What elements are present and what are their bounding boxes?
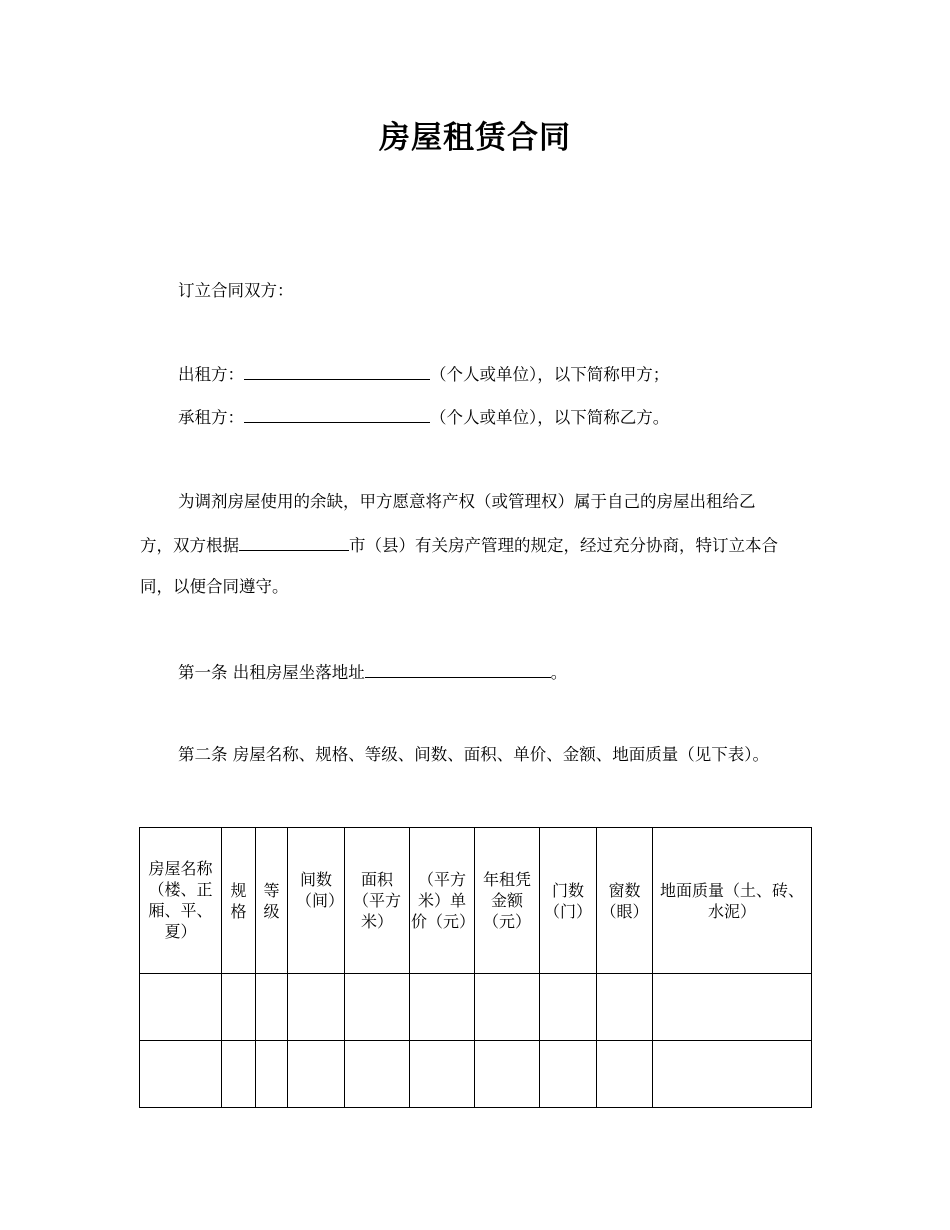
header-house-name: 房屋名称（楼、正厢、平、夏）	[140, 828, 222, 974]
table-cell[interactable]	[140, 974, 222, 1041]
document-title: 房屋租赁合同	[379, 120, 571, 156]
preamble-line-2-after: 市（县）有关房产管理的规定，经过充分协商，特订立本合	[349, 536, 778, 555]
table-cell[interactable]	[222, 974, 256, 1041]
table-cell[interactable]	[345, 974, 410, 1041]
header-annual-rent: 年租凭金额（元）	[475, 828, 540, 974]
table-cell[interactable]	[597, 974, 653, 1041]
table-cell[interactable]	[410, 1041, 475, 1108]
header-doors: 门数（门）	[540, 828, 597, 974]
table-cell[interactable]	[222, 1041, 256, 1108]
table-cell[interactable]	[653, 1041, 812, 1108]
header-spec: 规格	[222, 828, 256, 974]
address-blank[interactable]	[365, 660, 551, 678]
table-cell[interactable]	[597, 1041, 653, 1108]
table-row	[140, 974, 812, 1041]
city-blank[interactable]	[239, 533, 349, 551]
table-row	[140, 1041, 812, 1108]
table-cell[interactable]	[475, 974, 540, 1041]
article-1	[178, 660, 567, 685]
article-2: 第二条 房屋名称、规格、等级、间数、面积、单价、金额、地面质量（见下表）。	[178, 745, 769, 764]
table-cell[interactable]	[540, 974, 597, 1041]
lessee-label: 承租方：	[178, 408, 244, 427]
lessor-line	[178, 362, 669, 387]
article-1-text: 第一条 出租房屋坐落地址	[178, 663, 365, 682]
table-cell[interactable]	[288, 1041, 345, 1108]
table-cell[interactable]	[410, 974, 475, 1041]
header-windows: 窗数（眼）	[597, 828, 653, 974]
parties-intro: 订立合同双方：	[178, 281, 294, 300]
lessor-blank[interactable]	[244, 362, 430, 380]
header-floor-quality: 地面质量（土、砖、水泥）	[653, 828, 812, 974]
table-cell[interactable]	[140, 1041, 222, 1108]
table-cell[interactable]	[256, 974, 288, 1041]
lessee-suffix: （个人或单位），以下简称乙方。	[430, 408, 670, 427]
preamble-line-2-before: 方，双方根据	[140, 536, 239, 555]
table-cell[interactable]	[475, 1041, 540, 1108]
lessor-label: 出租方：	[178, 365, 244, 384]
table-cell[interactable]	[345, 1041, 410, 1108]
preamble-line-2	[140, 533, 778, 558]
table-cell[interactable]	[653, 974, 812, 1041]
lessor-suffix: （个人或单位），以下简称甲方；	[430, 365, 670, 384]
table-cell[interactable]	[540, 1041, 597, 1108]
header-rooms: 间数（间）	[288, 828, 345, 974]
preamble-line-1: 为调剂房屋使用的余缺，甲方愿意将产权（或管理权）属于自己的房屋出租给乙	[178, 492, 756, 511]
header-area: 面积（平方米）	[345, 828, 410, 974]
table-header-row	[140, 828, 812, 974]
header-grade: 等级	[256, 828, 288, 974]
preamble-line-3: 同，以便合同遵守。	[140, 577, 289, 596]
table-cell[interactable]	[288, 974, 345, 1041]
article-1-end: 。	[550, 663, 568, 682]
header-unit-price: （平方米）单价（元）	[410, 828, 475, 974]
table-cell[interactable]	[256, 1041, 288, 1108]
house-table	[139, 827, 812, 1108]
lessee-blank[interactable]	[244, 405, 430, 423]
lessee-line	[178, 405, 669, 430]
